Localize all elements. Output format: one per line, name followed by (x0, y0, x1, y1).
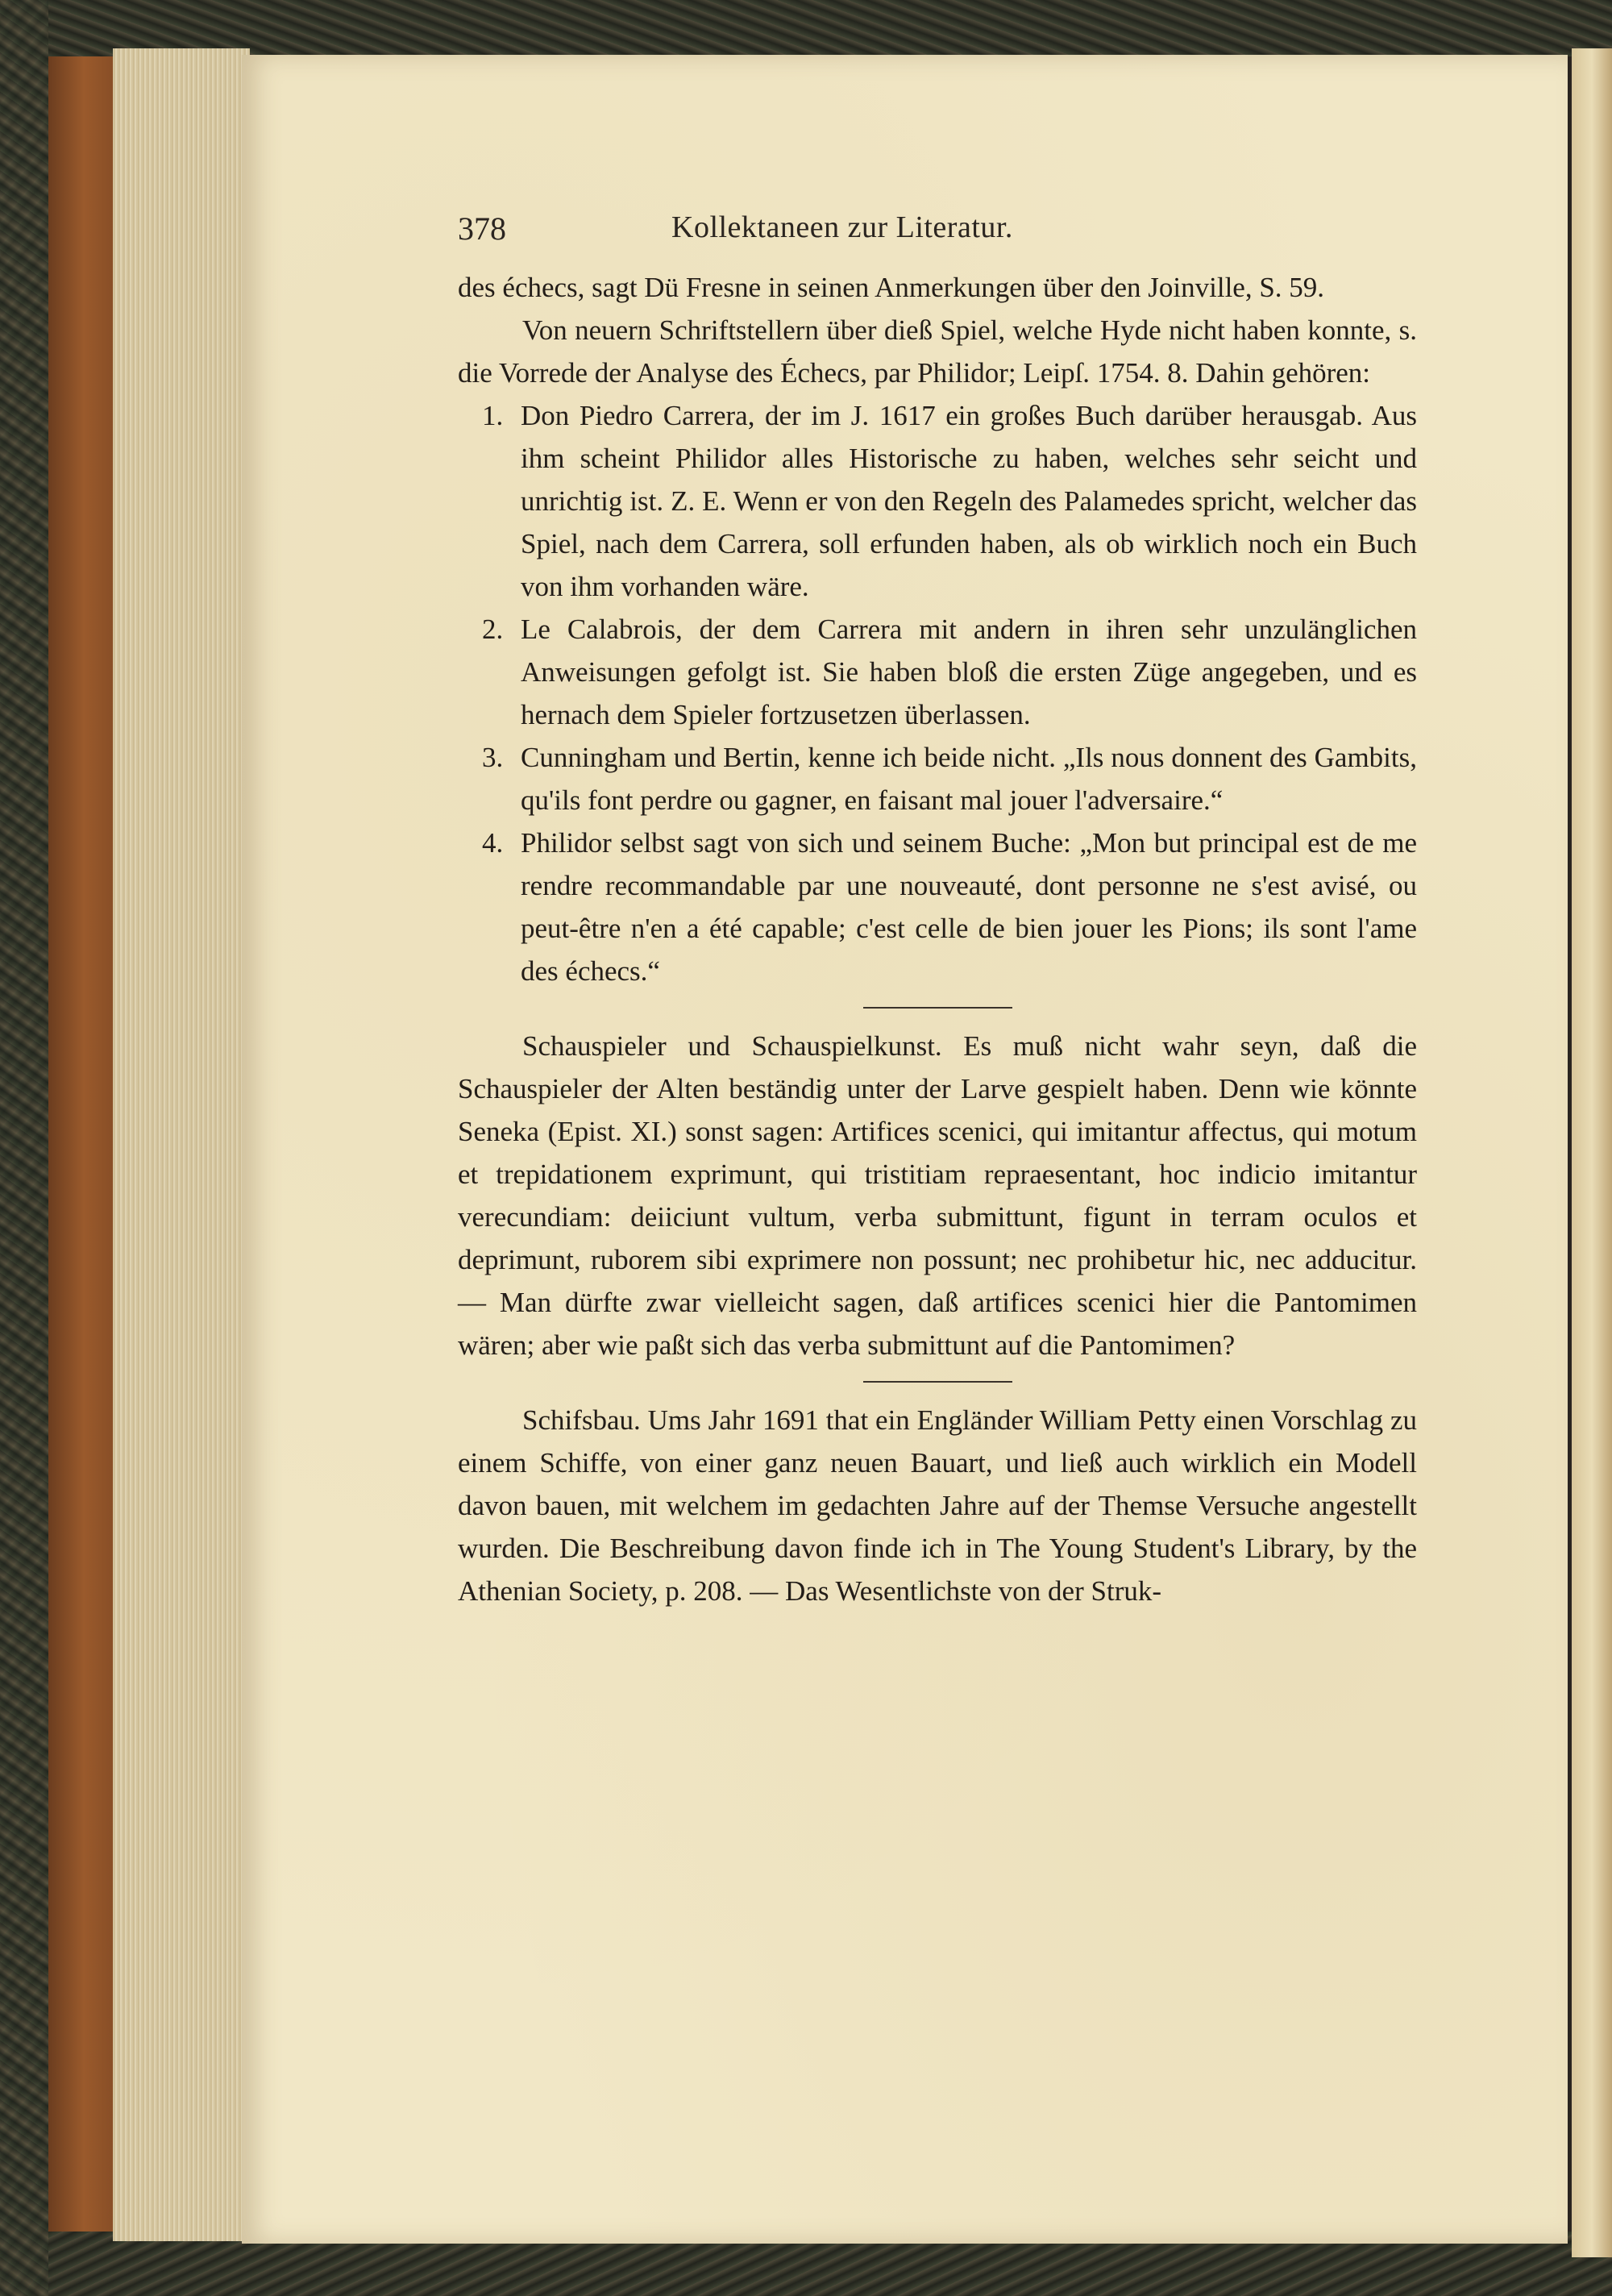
body-text (458, 266, 1417, 1612)
book-page (242, 55, 1568, 2244)
list-item-number: 2. (482, 614, 504, 645)
page-header (458, 210, 1409, 258)
page-block-edges (113, 48, 250, 2241)
paragraph-neuere-schriftsteller: Von neuern Schriftstellern über dieß Spiel, welche Hyde nicht haben konnte, s. die Vorrede der Analyse des Échecs, par Philidor; Leipſ. 1754. 8. Dahin gehören: (458, 314, 1417, 389)
list-item-text: Don Piedro Carrera, der im J. 1617 ein großes Buch darüber herausgab. Aus ihm scheint Philidor alles Historische zu haben, welches sehr seicht und unrichtig ist. Z. E. Wenn er von den Regeln des Palamedes spricht, welcher das Spiel, nach dem Carrera, soll erfunden haben, als ob wirklich noch ein Buch von ihm vorhanden wäre. (521, 400, 1417, 602)
list-item-number: 3. (482, 742, 504, 773)
list-item-text: Cunningham und Bertin, kenne ich beide nicht. „Ils nous donnent des Gambits, qu'ils font perdre ou gagner, en faisant mal jouer l'adversaire.“ (521, 742, 1417, 816)
section-divider (863, 1007, 1012, 1009)
section-schauspieler: Schauspieler und Schauspielkunst. Es muß nicht wahr seyn, daß die Schauspieler der Alten beständig unter der Larve gespielt haben. Denn wie könnte Seneka (Epist. XI.) sonst sagen: Artifices scenici, qui imitantur affectus, qui motum et trepidationem exprimunt, qui tristitiam repraesentant, hoc indicio imitantur verecundiam: deiiciunt vultum, verba submittunt, figunt in terram oculos et deprimunt, ruborem sibi exprimere non possunt; nec prohibetur hic, nec adducitur. — Man dürfte zwar vielleicht sagen, daß artifices scenici hier die Pantomimen wären; aber wie paßt sich das verba submittunt auf die Pantomimen? (458, 1030, 1417, 1361)
list-item (458, 608, 1417, 736)
list-item (458, 736, 1417, 821)
list-item-number: 1. (482, 400, 504, 431)
section-divider (863, 1381, 1012, 1383)
running-head: Kollektaneen zur Literatur. (671, 210, 1013, 244)
list-item (458, 394, 1417, 608)
list-item-text: Philidor selbst sagt von sich und seinem Buche: „Mon but principal est de me rendre recommandable par une nouveauté, dont personne ne s'est avisé, ou peut-être n'en a été capable; c'est celle de bien jouer les Pions; ils sont l'ame des échecs.“ (521, 827, 1417, 987)
list-item-number: 4. (482, 827, 504, 859)
right-page-edge (1572, 48, 1612, 2257)
section-schifsbau: Schifsbau. Ums Jahr 1691 that ein Engländer William Petty einen Vorschlag zu einem Schiffe, von einer ganz neuen Bauart, und ließ auch wirklich ein Modell davon bauen, mit welchem im gedachten Jahre auf der Themse Versuche angestellt wurden. Die Beschreibung davon finde ich in The Young Student's Library, by the Athenian Society, p. 208. — Das Wesentlichste von der Struk- (458, 1404, 1417, 1607)
list-item-text: Le Calabrois, der dem Carrera mit andern in ihren sehr unzulänglichen Anweisungen gefolgt ist. Sie haben bloß die ersten Züge angegeben, und es hernach dem Spieler fortzusetzen überlassen. (521, 614, 1417, 730)
page-number: 378 (458, 210, 506, 247)
intro-paragraph: des échecs, sagt Dü Fresne in seinen Anmerkungen über den Joinville, S. 59. (458, 272, 1325, 303)
top-cover-edge (48, 0, 1612, 56)
list-item (458, 821, 1417, 992)
